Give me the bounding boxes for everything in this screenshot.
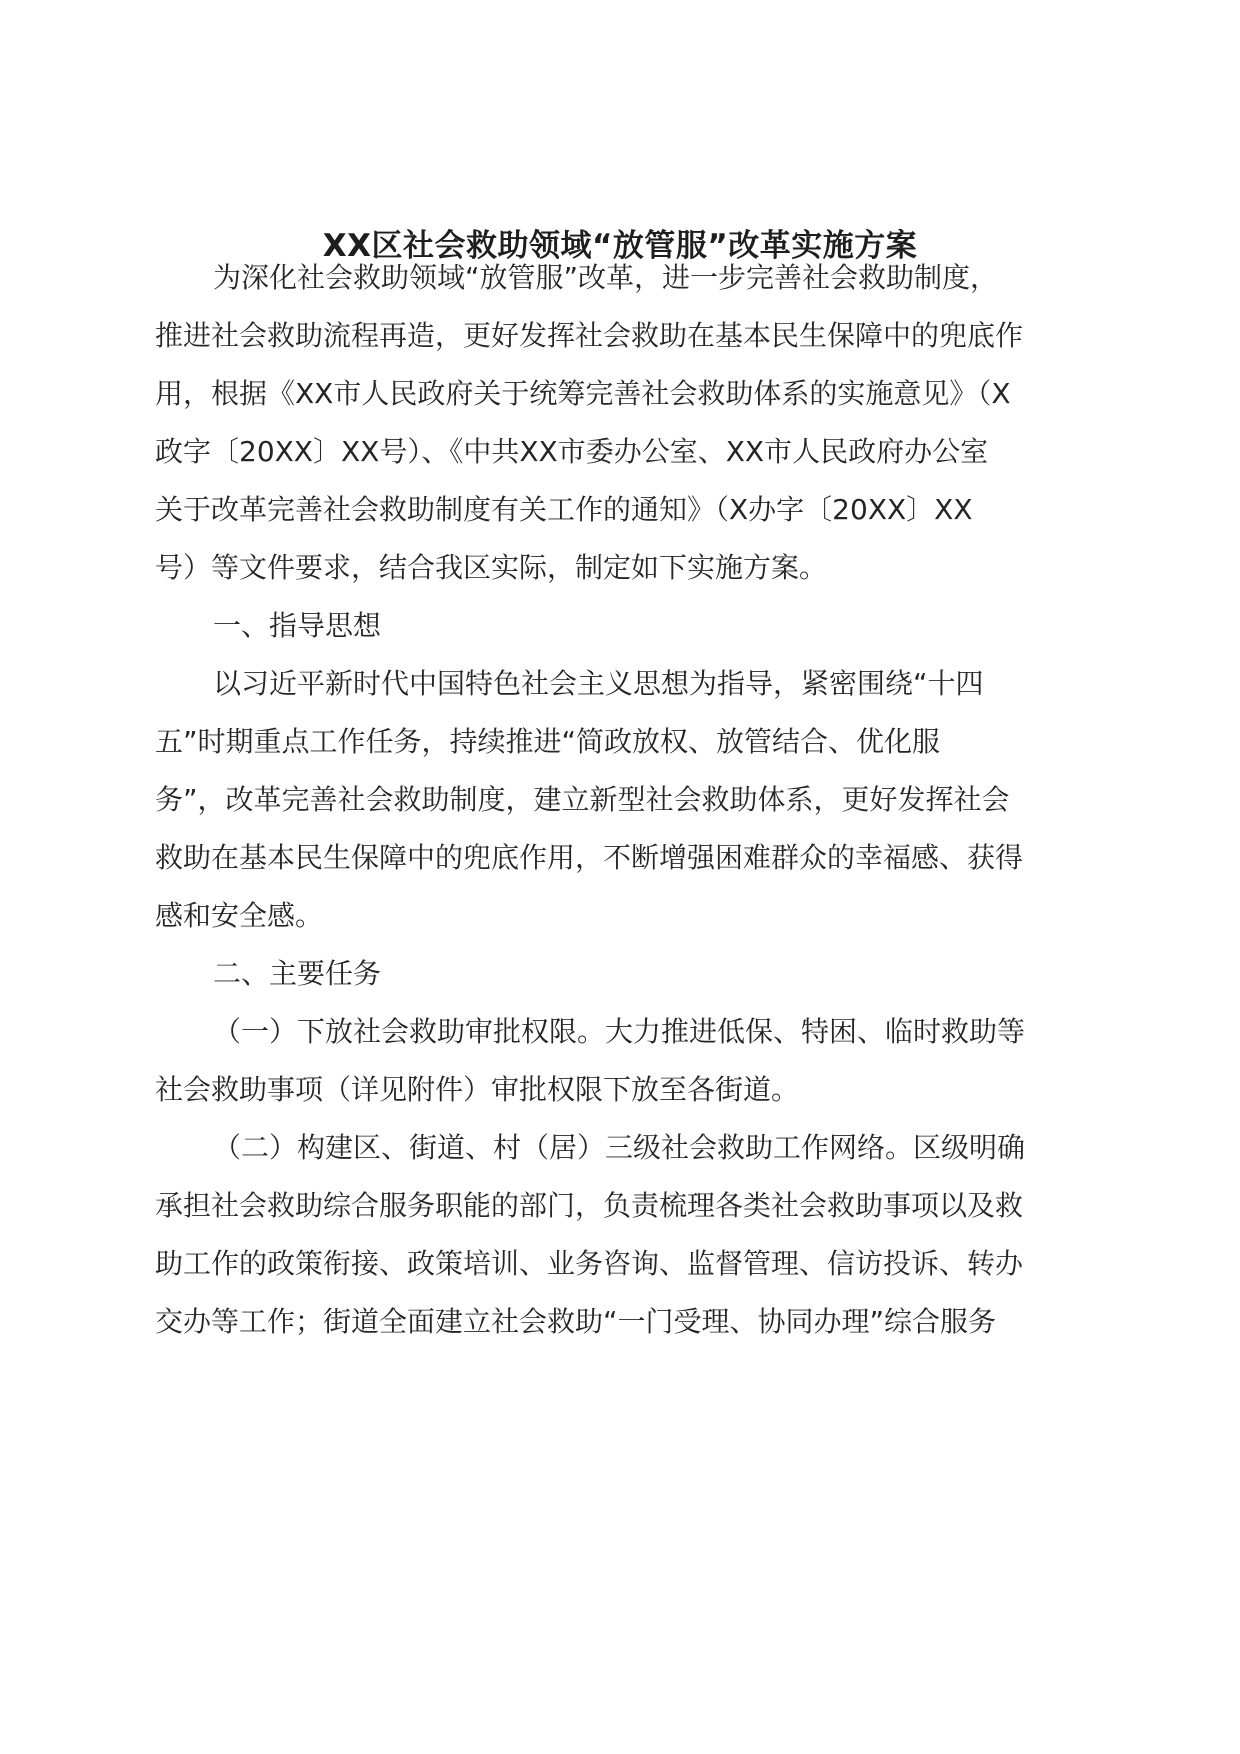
paragraph-line: 社会救助事项（详见附件）审批权限下放至各街道。	[155, 1073, 800, 1106]
paragraph-line: 号）等文件要求，结合我区实际，制定如下实施方案。	[155, 551, 828, 584]
paragraph-line: 以习近平新时代中国特色社会主义思想为指导，紧密围绕“十四	[213, 667, 984, 700]
paragraph-line: 用，根据《XX市人民政府关于统筹完善社会救助体系的实施意见》（X	[155, 377, 1011, 410]
paragraph-line: 承担社会救助综合服务职能的部门，负责梳理各类社会救助事项以及救	[155, 1189, 1024, 1222]
paragraph-line: 关于改革完善社会救助制度有关工作的通知》（X办字〔20XX〕XX	[155, 493, 973, 526]
section-heading: 二、主要任务	[213, 957, 382, 990]
paragraph-line: 务”，改革完善社会救助制度，建立新型社会救助体系，更好发挥社会	[155, 783, 1010, 816]
section-heading: 一、指导思想	[213, 609, 382, 642]
document-title: XX区社会救助领域“放管服”改革实施方案	[322, 228, 918, 264]
paragraph-line: 推进社会救助流程再造，更好发挥社会救助在基本民生保障中的兜底作	[155, 319, 1024, 352]
paragraph-line: 为深化社会救助领域“放管服”改革，进一步完善社会救助制度，	[213, 261, 999, 294]
paragraph-line: （一）下放社会救助审批权限。大力推进低保、特困、临时救助等	[213, 1015, 1026, 1048]
paragraph-line: 救助在基本民生保障中的兜底作用，不断增强困难群众的幸福感、获得	[155, 841, 1024, 874]
paragraph-line: 五”时期重点工作任务，持续推进“简政放权、放管结合、优化服	[155, 725, 941, 758]
paragraph-line: 政字〔20XX〕XX号）、《中共XX市委办公室、XX市人民政府办公室	[155, 435, 989, 468]
paragraph-line: 感和安全感。	[155, 899, 324, 932]
paragraph-line: （二）构建区、街道、村（居）三级社会救助工作网络。区级明确	[213, 1131, 1026, 1164]
paragraph-line: 交办等工作；街道全面建立社会救助“一门受理、协同办理”综合服务	[155, 1305, 997, 1338]
paragraph-line: 助工作的政策衔接、政策培训、业务咨询、监督管理、信访投诉、转办	[155, 1247, 1024, 1280]
